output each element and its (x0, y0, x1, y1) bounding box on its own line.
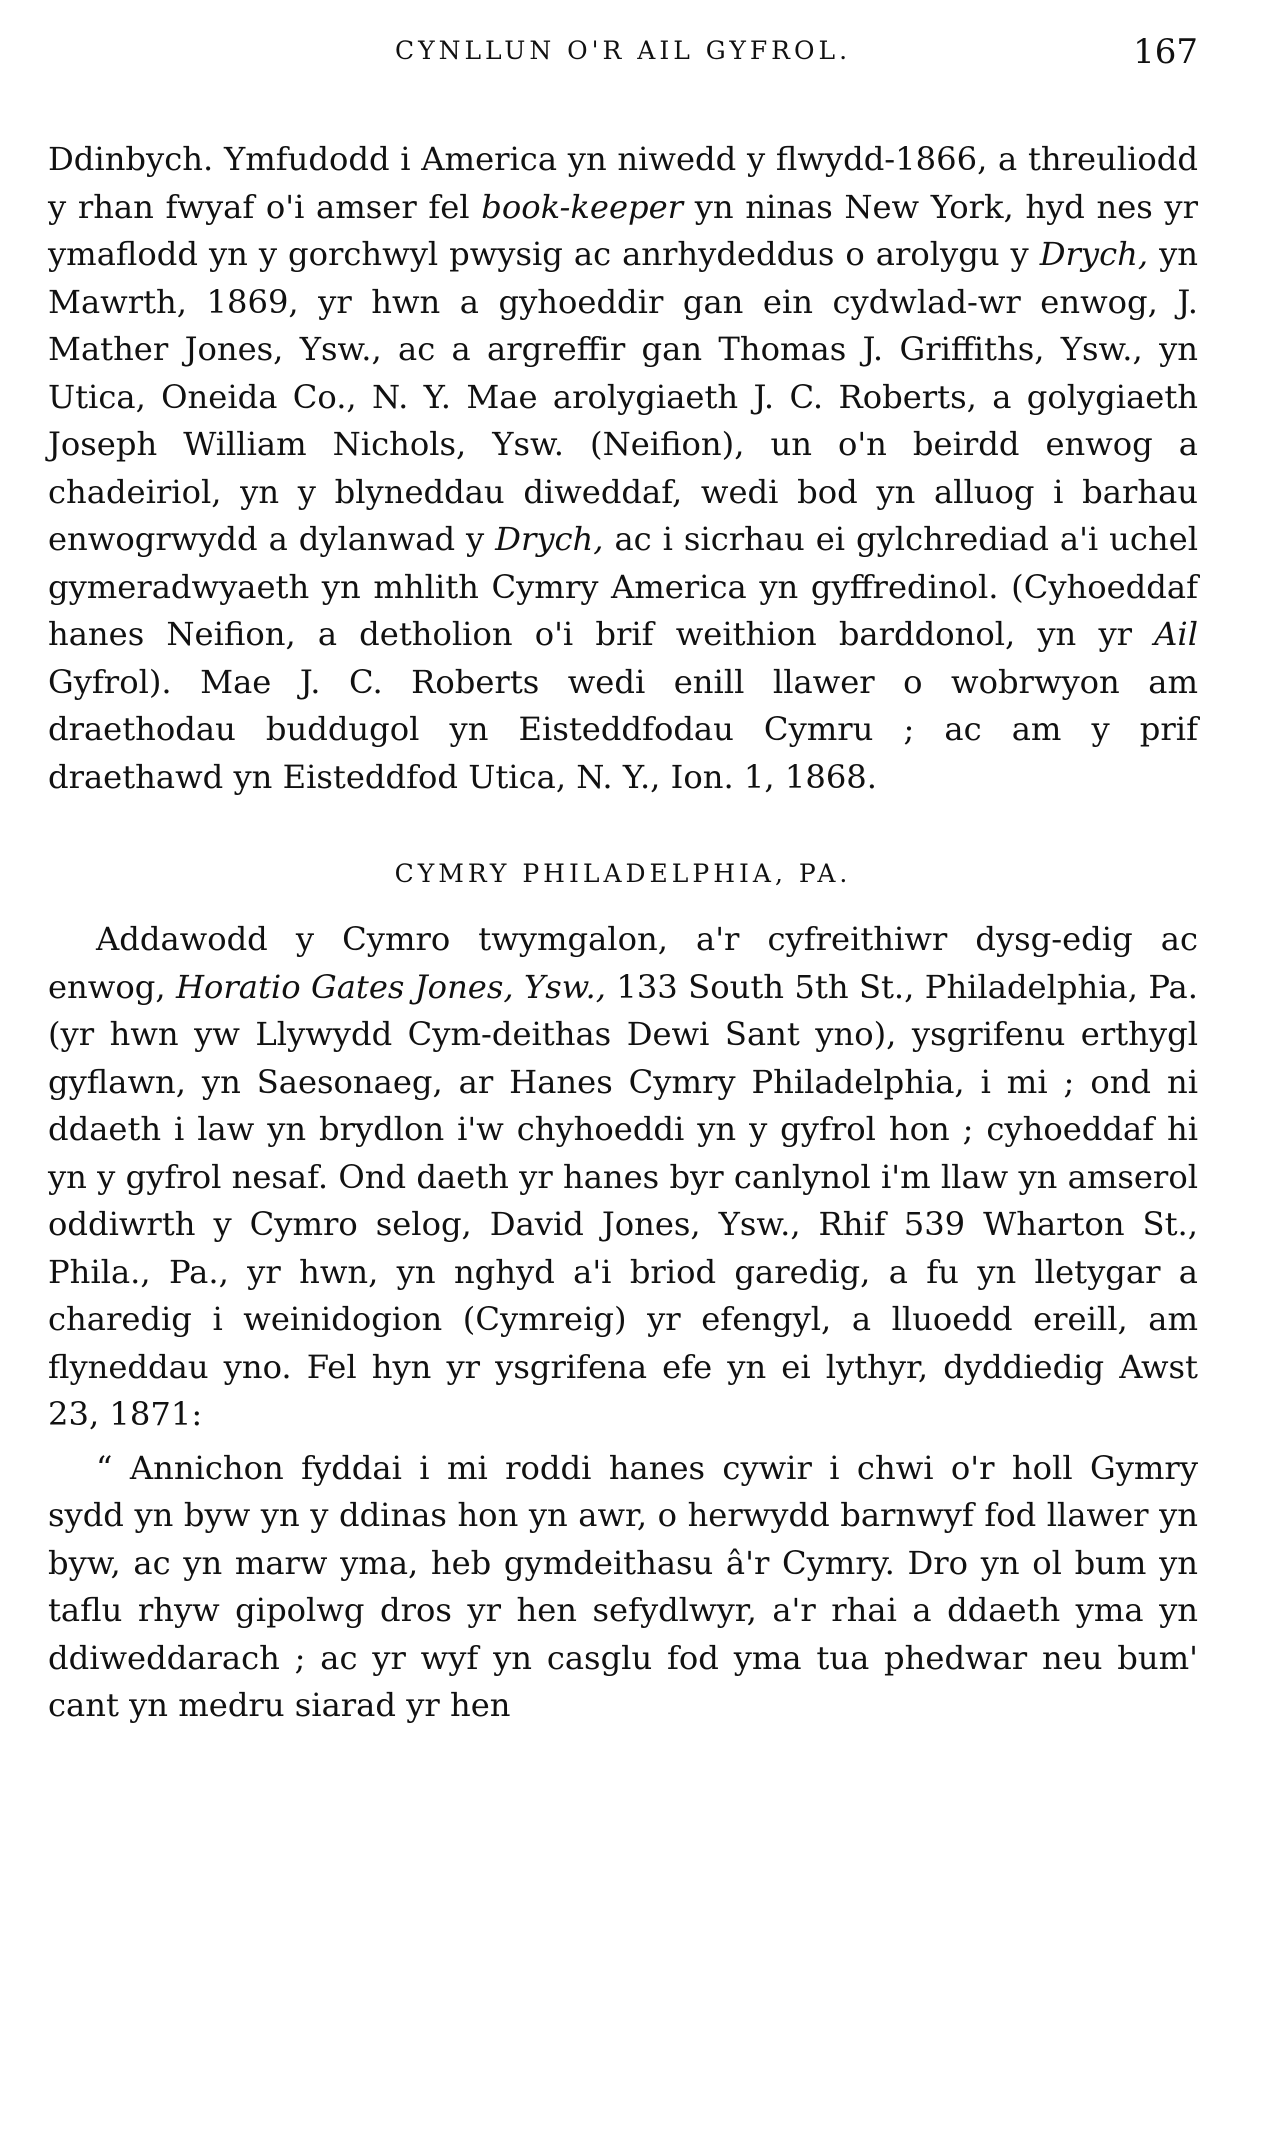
section-heading: CYMRY PHILADELPHIA, PA. (394, 859, 852, 888)
text-run: Gyfrol). Mae J. C. Roberts wedi enill llawer o wobrwyon am draethodau buddugol yn Eisteddfodau Cymru ; ac am y prif draethawd yn Eisteddfod Utica, N. Y., Ion. 1, 1868. (48, 662, 1198, 796)
paragraph-quotation: “ Annichon fyddai i mi roddi hanes cywir i chwi o'r holl Gymry sydd yn byw yn y ddinas hon yn awr, o herwydd barnwyf fod llawer yn byw, ac yn marw yma, heb gymdeithasu â'r Cymry. Dro yn ol bum yn taflu rhyw gipolwg dros yr hen sefydlwyr, a'r rhai a ddaeth yma yn ddiweddarach ; ac yr wyf yn casglu fod yma tua phedwar neu bum' cant yn medru siarad yr hen (48, 1448, 1198, 1724)
italic-run-horatio-gates-jones: Horatio Gates Jones, Ysw., (175, 967, 606, 1006)
text-run: Addawodd y Cymro twymgalon, a'r cyfreithiwr dysg-edig ac enwog, (48, 920, 1198, 1006)
running-title: CYNLLUN O'R AIL GYFROL. (394, 36, 852, 65)
book-page (48, 28, 1198, 2118)
text-run: yn Mawrth, 1869, yr hwn a gyhoeddir gan ein cydwlad-wr enwog, J. Mather Jones, Ysw., ac a argreffir gan Thomas J. Griffiths, Ysw., yn Utica, Oneida Co., N. Y. Mae arolygiaeth J. C. Roberts, a golygiaeth Joseph William Nichols, Ysw. (Neifion), un o'n beirdd enwog a chadeiriol, yn y blyneddau diweddaf, wedi bod yn alluog i barhau enwogrwydd a dylanwad y (48, 235, 1198, 558)
italic-run-drych: Drych, (495, 520, 604, 558)
italic-run-ail: Ail (1154, 615, 1198, 653)
page-number: 167 (1133, 32, 1198, 72)
paragraph-philadelphia (48, 916, 1198, 1439)
italic-run-drych: Drych, (1039, 235, 1149, 273)
text-run: ac i sicrhau ei gylchrediad a'i uchel gymeradwyaeth yn mhlith Cymry America yn gyffredinol. (Cyhoeddaf hanes Neifion, a detholion o'i brif weithion barddonol, yn yr (48, 520, 1199, 653)
running-header (48, 28, 1198, 84)
italic-run-book-keeper: book-keeper (481, 187, 684, 226)
text-run: yn ninas New York, hyd nes yr ymaflodd yn y gorchwyl pwysig ac anrhydeddus o arolygu y (48, 187, 1198, 273)
text-run: 133 South 5th St., Philadelphia, Pa. (yr hwn yw Llywydd Cym-deithas Dewi Sant yno), ysgrifenu erthygl gyflawn, yn Saesonaeg, ar Hanes Cymry Philadelphia, i mi ; ond ni ddaeth i law yn brydlon i'w chyhoeddi yn y gyfrol hon ; cyhoeddaf hi yn y gyfrol nesaf. Ond daeth yr hanes byr canlynol i'm llaw yn amserol oddiwrth y Cymro selog, David Jones, Ysw., Rhif 539 Wharton St., Phila., Pa., yr hwn, yn nghyd a'i briod garedig, a fu yn lletygar a charedig i weinidogion (Cymreig) yr efengyl, a lluoedd ereill, am flyneddau yno. Fel hyn yr ysgrifena efe yn ei lythyr, dyddiedig Awst 23, 1871: (48, 967, 1198, 1433)
paragraph-drych-biography (48, 136, 1198, 801)
text-run: Ddinbych. Ymfudodd i America yn niwedd y flwydd-1866, a threuliodd y rhan fwyaf o'i amser fel (48, 140, 1198, 226)
